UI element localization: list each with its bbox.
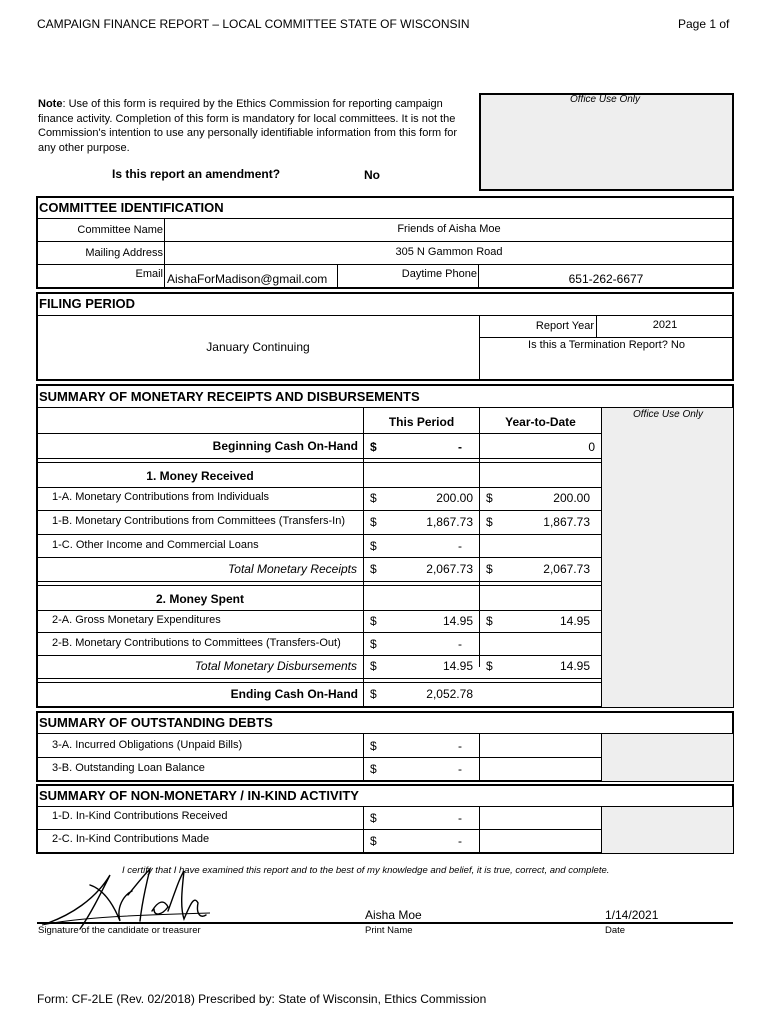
row-2c-label: 2-C. In-Kind Contributions Made	[52, 833, 210, 845]
office-use-label-summary: Office Use Only	[632, 409, 704, 420]
total-receipts-label: Total Monetary Receipts	[228, 562, 357, 576]
office-use-box-top	[479, 93, 734, 191]
note-label: Note	[38, 98, 63, 110]
dollar-sign: $	[370, 491, 377, 505]
committee-name-field[interactable]: Friends of Aisha Moe	[397, 223, 501, 235]
dollar-sign: $	[370, 811, 377, 825]
row-2a-label: 2-A. Gross Monetary Expenditures	[52, 614, 221, 626]
email-label: Email	[135, 268, 163, 280]
outstanding-debts-title: SUMMARY OF OUTSTANDING DEBTS	[39, 715, 273, 730]
print-name-label: Print Name	[365, 925, 413, 936]
form-title: CAMPAIGN FINANCE REPORT – LOCAL COMMITTEE STATE OF WISCONSIN	[37, 17, 470, 31]
total-disbursements-period[interactable]: 14.95	[442, 659, 473, 673]
row-1b-label: 1-B. Monetary Contributions from Committees (Transfers-In)	[52, 515, 346, 527]
certification-text: I certify that I have examined this report and to the best of my knowledge and belief, it is true, correct, and complete.	[122, 865, 610, 876]
row-1c-period[interactable]: -	[458, 539, 462, 553]
office-use-column	[602, 408, 733, 707]
amendment-question: Is this report an amendment?	[112, 167, 281, 181]
row-1c-label: 1-C. Other Income and Commercial Loans	[52, 539, 259, 551]
dollar-sign: $	[370, 614, 377, 628]
row-3b-period[interactable]: -	[458, 762, 462, 776]
date-label: Date	[605, 925, 626, 936]
dollar-sign: $	[486, 491, 493, 505]
daytime-phone-field[interactable]: 651-262-6677	[568, 272, 644, 286]
dollar-sign: $	[370, 739, 377, 753]
dollar-sign: $	[370, 834, 377, 848]
row-2a-period[interactable]: 14.95	[442, 614, 473, 628]
row-1a-period[interactable]: 200.00	[436, 491, 473, 505]
col-year-to-date: Year-to-Date	[505, 415, 576, 429]
ending-cash-label: Ending Cash On-Hand	[230, 687, 358, 701]
row-2a-ytd[interactable]: 14.95	[559, 614, 590, 628]
note-line-2: finance activity. Completion of this form is mandatory for local committees. It is not the	[38, 113, 456, 125]
report-year-value[interactable]: 2021	[652, 319, 678, 331]
print-name-value[interactable]: Aisha Moe	[365, 908, 422, 922]
dollar-sign: $	[370, 762, 377, 776]
dollar-sign: $	[486, 562, 493, 576]
total-receipts-ytd[interactable]: 2,067.73	[543, 562, 590, 576]
total-receipts-period[interactable]: 2,067.73	[426, 562, 473, 576]
row-1a-ytd[interactable]: 200.00	[553, 491, 590, 505]
office-use-column-debts	[602, 734, 733, 781]
dollar-sign: $	[486, 515, 493, 529]
beginning-cash-period[interactable]: -	[458, 440, 462, 454]
note-line-3: Commission's intention to use any personally identifiable information from this form for	[38, 127, 458, 139]
dollar-sign: $	[370, 687, 377, 701]
row-3a-period[interactable]: -	[458, 739, 462, 753]
col-this-period: This Period	[388, 415, 455, 429]
page-number: Page 1 of	[678, 17, 730, 31]
office-use-column-nonmonetary	[602, 807, 733, 853]
mailing-address-field[interactable]: 305 N Gammon Road	[395, 246, 503, 258]
beginning-cash-ytd[interactable]: 0	[588, 440, 595, 454]
filing-period-title: FILING PERIOD	[39, 296, 136, 311]
committee-name-label: Committee Name	[77, 224, 163, 236]
email-field[interactable]: AishaForMadison@gmail.com	[167, 272, 328, 286]
daytime-phone-label: Daytime Phone	[401, 268, 477, 280]
committee-section-title: COMMITTEE IDENTIFICATION	[39, 200, 224, 215]
nonmonetary-title: SUMMARY OF NON-MONETARY / IN-KIND ACTIVITY	[39, 788, 359, 803]
row-3b-label: 3-B. Outstanding Loan Balance	[52, 762, 205, 774]
filing-period-value[interactable]: January Continuing	[206, 340, 310, 354]
dollar-sign: $	[486, 614, 493, 628]
total-disbursements-label: Total Monetary Disbursements	[194, 659, 357, 673]
total-disbursements-ytd[interactable]: 14.95	[559, 659, 590, 673]
dollar-sign: $	[370, 562, 377, 576]
row-2c-period[interactable]: -	[458, 834, 462, 848]
money-spent-title: 2. Money Spent	[155, 592, 244, 606]
amendment-answer[interactable]: No	[364, 168, 380, 182]
date-value[interactable]: 1/14/2021	[605, 908, 659, 922]
money-received-title: 1. Money Received	[146, 469, 254, 483]
row-2b-label: 2-B. Monetary Contributions to Committees (Transfers-Out)	[52, 637, 341, 649]
dollar-sign: $	[370, 637, 377, 651]
row-1b-ytd[interactable]: 1,867.73	[543, 515, 590, 529]
row-1d-label: 1-D. In-Kind Contributions Received	[52, 810, 228, 822]
dollar-sign: $	[370, 515, 377, 529]
dollar-sign: $	[370, 440, 377, 454]
monetary-summary-title: SUMMARY OF MONETARY RECEIPTS AND DISBURSEMENTS	[39, 389, 420, 404]
termination-question[interactable]: Is this a Termination Report? No	[528, 339, 685, 351]
mailing-address-label: Mailing Address	[85, 247, 163, 259]
note-line-4: any other purpose.	[38, 142, 130, 154]
beginning-cash-label: Beginning Cash On-Hand	[212, 439, 358, 453]
row-1d-period[interactable]: -	[458, 811, 462, 825]
dollar-sign: $	[370, 659, 377, 673]
dollar-sign: $	[370, 539, 377, 553]
row-3a-label: 3-A. Incurred Obligations (Unpaid Bills)	[52, 739, 243, 751]
row-1b-period[interactable]: 1,867.73	[426, 515, 473, 529]
row-1a-label: 1-A. Monetary Contributions from Individuals	[52, 491, 270, 503]
signature-label: Signature of the candidate or treasurer	[38, 925, 201, 936]
ending-cash-period[interactable]: 2,052.78	[426, 687, 473, 701]
report-year-label: Report Year	[535, 320, 594, 332]
note-line-1: Note: Use of this form is required by the Ethics Commission for reporting campaign	[38, 98, 443, 110]
form-footer: Form: CF-2LE (Rev. 02/2018) Prescribed by: State of Wisconsin, Ethics Commission	[37, 992, 487, 1006]
dollar-sign: $	[486, 659, 493, 673]
office-use-label-top: Office Use Only	[570, 94, 641, 105]
row-2b-period[interactable]: -	[458, 637, 462, 651]
